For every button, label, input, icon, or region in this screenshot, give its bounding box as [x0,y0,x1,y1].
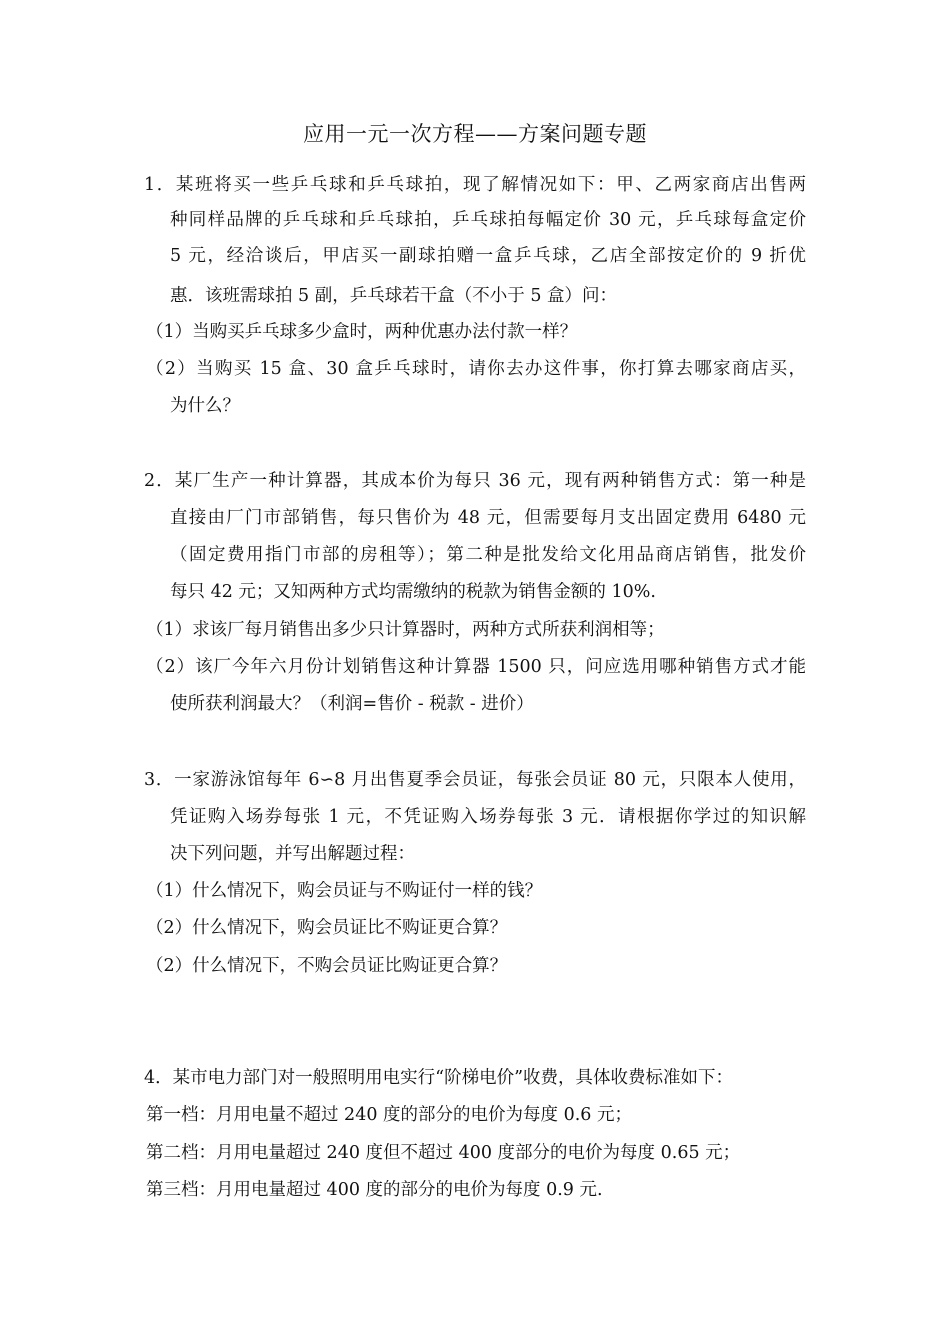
q3-sub-1: （1）什么情况下，购会员证与不购证付一样的钱？ [146,881,543,901]
q3-line-2: 凭证购入场券每张 1 元，不凭证购入场券每张 3 元．请根据你学过的知识解 [170,807,806,827]
q2-sub-2: （2）该厂今年六月份计划销售这种计算器 1500 只，问应选用哪种销售方式才能 [146,657,806,677]
q4-tier-2: 第二档：月用电量超过 240 度但不超过 400 度部分的电价为每度 0.65 元； [146,1143,741,1163]
q4-tier-1: 第一档：月用电量不超过 240 度的部分的电价为每度 0.6 元； [146,1105,632,1125]
q3-line-3: 决下列问题，并写出解题过程： [170,844,415,864]
q3-line-1: 3．一家游泳馆每年 6∽8 月出售夏季会员证，每张会员证 80 元，只限本人使用， [144,770,806,790]
q2-line-4: 每只 42 元；又知两种方式均需缴纳的税款为销售金额的 10%. [170,582,656,602]
q1-sub-1: （1）当购买乒乓球多少盒时，两种优惠办法付款一样？ [146,322,578,342]
q3-sub-2: （2）什么情况下，购会员证比不购证更合算？ [146,918,508,938]
q2-line-3: （固定费用指门市部的房租等）；第二种是批发给文化用品商店销售，批发价 [170,545,806,565]
q1-sub-2: （2）当购买 15 盒、30 盒乒乓球时，请你去办这件事，你打算去哪家商店买， [146,359,806,379]
q4-line-1: 4．某市电力部门对一般照明用电实行“阶梯电价”收费，具体收费标准如下： [144,1068,734,1088]
q2-line-2: 直接由厂门市部销售，每只售价为 48 元，但需要每月支出固定费用 6480 元 [170,508,806,528]
q4-tier-3: 第三档：月用电量超过 400 度的部分的电价为每度 0.9 元. [146,1180,603,1200]
q2-sub-1: （1）求该厂每月销售出多少只计算器时，两种方式所获利润相等； [146,620,665,640]
page-title: 应用一元一次方程——方案问题专题 [303,122,647,146]
q1-line-2: 种同样品牌的乒乓球和乒乓球拍，乒乓球拍每幅定价 30 元，乒乓球每盒定价 [170,210,806,230]
q1-line-3: 5 元，经洽谈后，甲店买一副球拍赠一盒乒乓球，乙店全部按定价的 9 折优 [170,246,806,266]
q1-line-4: 惠．该班需球拍 5 副，乒乓球若干盒（不小于 5 盒）问： [170,286,618,306]
q1-sub-2-cont: 为什么？ [170,396,240,416]
q1-line-1: 1．某班将买一些乒乓球和乒乓球拍，现了解情况如下：甲、乙两家商店出售两 [144,175,806,195]
q2-sub-2-cont: 使所获利润最大？（利润=售价 - 税款 - 进价） [170,694,534,714]
q3-sub-3: （2）什么情况下，不购会员证比购证更合算？ [146,956,508,976]
q2-line-1: 2．某厂生产一种计算器，其成本价为每只 36 元，现有两种销售方式：第一种是 [144,471,806,491]
